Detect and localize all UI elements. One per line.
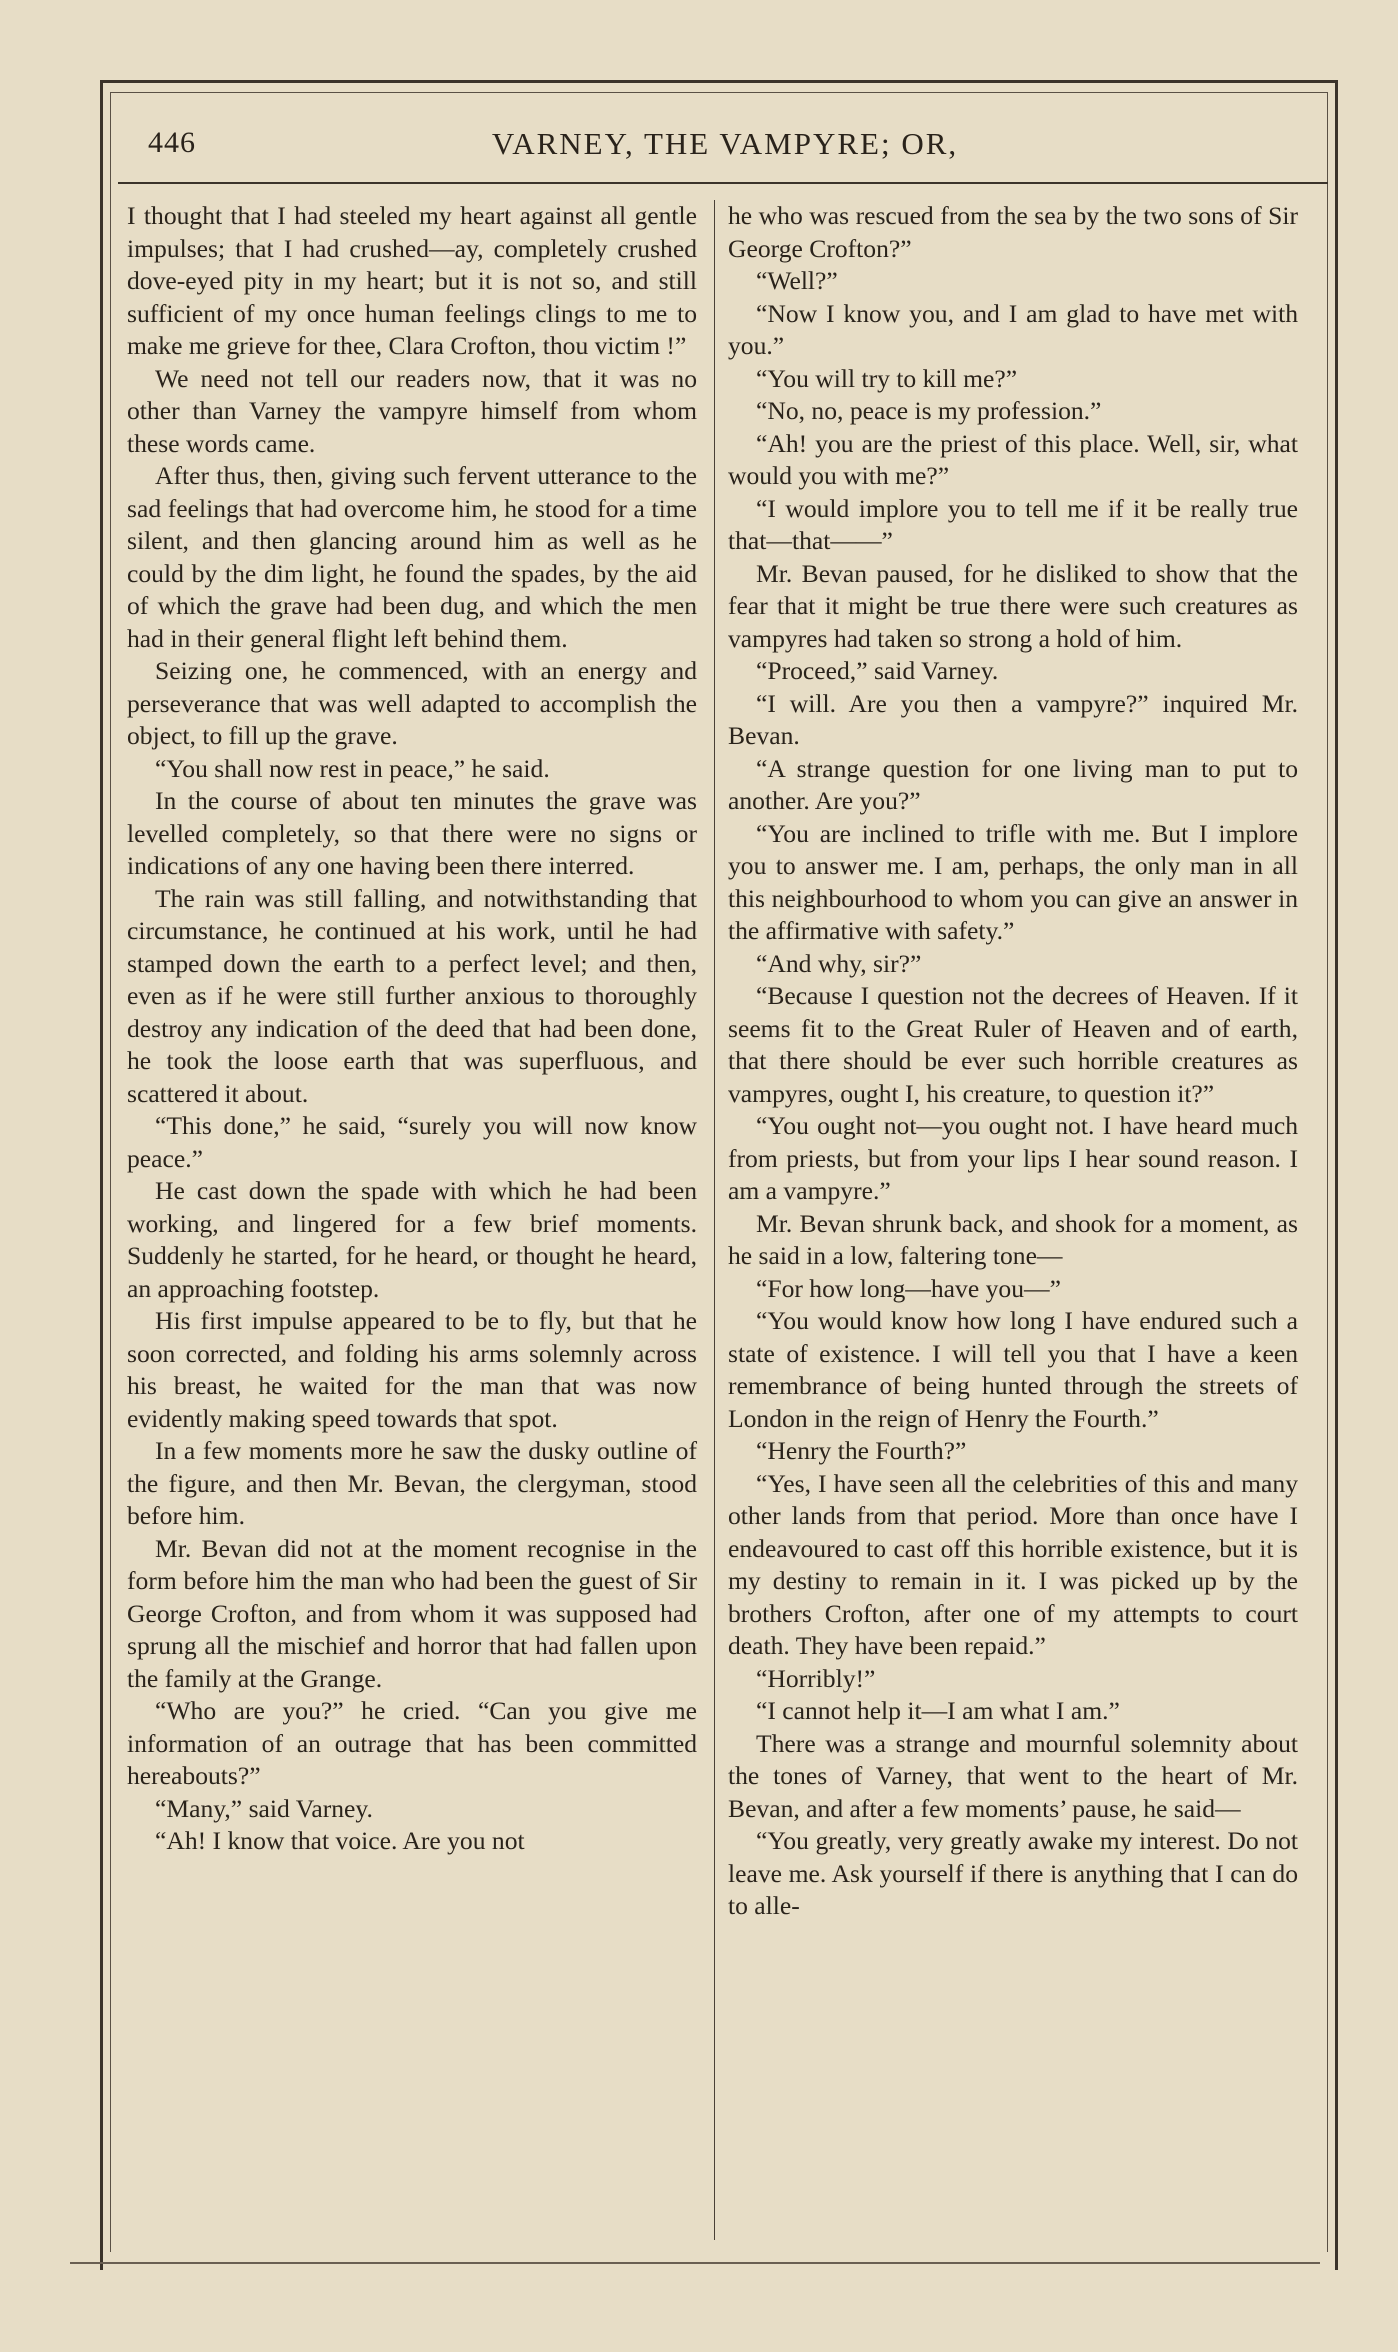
paragraph: “A strange question for one living man to put to another. Are you?” (728, 753, 1298, 815)
paragraph: “You will try to kill me?” (756, 363, 1018, 393)
paragraph: “Henry the Fourth?” (756, 1436, 967, 1465)
paragraph: “Horribly!” (756, 1663, 876, 1693)
paragraph: “This done,” he said, “surely you will now know peace.” (127, 1111, 697, 1173)
paragraph: There was a strange and mournful solemnity about the tones of Varney, that went to the heart of Mr. Bevan, and after a few moments’ pause, he said— (728, 1728, 1298, 1823)
paragraph: “I will. Are you then a vampyre?” inquired Mr. Bevan. (728, 688, 1298, 750)
paragraph: “Proceed,” said Varney. (756, 656, 999, 685)
paragraph: “No, no, peace is my profession.” (756, 396, 1102, 425)
running-title: VARNEY, THE VAMPYRE; OR, (491, 126, 959, 161)
paragraph: “For how long—have you—” (756, 1273, 1061, 1303)
paragraph: he who was rescued from the sea by the two sons of Sir George Crofton?” (728, 201, 1298, 263)
paragraph: In a few moments more he saw the dusky outline of the figure, and then Mr. Bevan, the clergyman, stood before him. (127, 1436, 697, 1530)
paragraph: “You ought not—you ought not. I have heard much from priests, but from your lips I hear sound reason. I am a vampyre.” (728, 1111, 1298, 1205)
paragraph: “Because I question not the decrees of Heaven. If it seems fit to the Great Ruler of Heaven and of earth, that there should be ever such horrible creatures as vampyres, ought I, his creature, to question it?” (728, 981, 1298, 1108)
header-rule (118, 182, 1328, 184)
paragraph: “You greatly, very greatly awake my interest. Do not leave me. Ask yourself if there is anything that I can do to alle- (728, 1826, 1298, 1920)
paragraph: “Who are you?” he cried. “Can you give me information of an outrage that has been committed hereabouts?” (127, 1696, 697, 1790)
bottom-rule (70, 2262, 1320, 2264)
page-header (140, 126, 1310, 176)
paragraph: “You shall now rest in peace,” he said. (155, 753, 550, 783)
paragraph: “You are inclined to trifle with me. But I implore you to answer me. I am, perhaps, the only man in all this neighbourhood to whom you can give an answer in the affirmative with safety.” (728, 818, 1298, 945)
paragraph: “Ah! I know that voice. Are you not (155, 1826, 525, 1855)
paragraph: “I would implore you to tell me if it be really true that—that——” (728, 493, 1298, 555)
paragraph: After thus, then, giving such fervent utterance to the sad feelings that had overcome him, he stood for a time silent, and then glancing around him as well as he could by the dim light, he found the spades, by the aid of which the grave had been dug, and which the men had in their general flight left behind them. (127, 461, 697, 653)
page-number: 446 (148, 126, 196, 159)
left-column (127, 200, 697, 1858)
paragraph: “Many,” said Varney. (155, 1793, 373, 1823)
paragraph: “And why, sir?” (756, 948, 922, 978)
column-divider (714, 200, 715, 2240)
paragraph: “Well?” (756, 266, 838, 295)
paragraph: We need not tell our readers now, that it was no other than Varney the vampyre himself from whom these words came. (127, 363, 697, 458)
paragraph: Mr. Bevan shrunk back, and shook for a moment, as he said in a low, faltering tone— (728, 1208, 1298, 1270)
paragraph: He cast down the spade with which he had been working, and lingered for a few brief moments. Suddenly he started, for he heard, or thought he heard, an approaching footstep. (127, 1176, 697, 1303)
paragraph: The rain was still falling, and notwithstanding that circumstance, he continued at his work, until he had stamped down the earth to a perfect level; and then, even as if he were still further anxious to thoroughly destroy any indication of the deed that had been done, he took the loose earth that was superfluous, and scattered it about. (127, 883, 697, 1108)
paragraph: “You would know how long I have endured such a state of existence. I will tell you that I have a keen remembrance of being hunted through the streets of London in the reign of Henry the Fourth.” (728, 1306, 1298, 1433)
paragraph: Seizing one, he commenced, with an energy and perseverance that was well adapted to accomplish the object, to fill up the grave. (127, 656, 697, 750)
paragraph: Mr. Bevan paused, for he disliked to show that the fear that it might be true there were such creatures as vampyres had taken so strong a hold of him. (728, 558, 1298, 653)
paragraph: “Yes, I have seen all the celebrities of this and many other lands from that period. More than once have I endeavoured to cast off this horrible existence, but it is my destiny to remain in it. I was picked up by the brothers Crofton, after one of my attempts to court death. They have been repaid.” (728, 1468, 1298, 1660)
right-column (728, 200, 1298, 1923)
paragraph: Mr. Bevan did not at the moment recognise in the form before him the man who had been the guest of Sir George Crofton, and from whom it was supposed had sprung all the mischief and horror that had fallen upon the family at the Grange. (127, 1533, 697, 1693)
paragraph: “Ah! you are the priest of this place. Well, sir, what would you with me?” (728, 428, 1298, 490)
paragraph: In the course of about ten minutes the grave was levelled completely, so that there were no signs or indications of any one having been there interred. (127, 786, 697, 880)
paragraph: I thought that I had steeled my heart against all gentle impulses; that I had crushed—ay, completely crushed dove-eyed pity in my heart; but it is not so, and still sufficient of my once human feelings clings to me to make me grieve for thee, Clara Crofton, thou victim !” (127, 201, 697, 360)
paragraph: His first impulse appeared to be to fly, but that he soon corrected, and folding his arms solemnly across his breast, he waited for the man that was now evidently making speed towards that spot. (127, 1306, 697, 1433)
paragraph: “Now I know you, and I am glad to have met with you.” (728, 298, 1298, 360)
paragraph: “I cannot help it—I am what I am.” (756, 1696, 1120, 1725)
